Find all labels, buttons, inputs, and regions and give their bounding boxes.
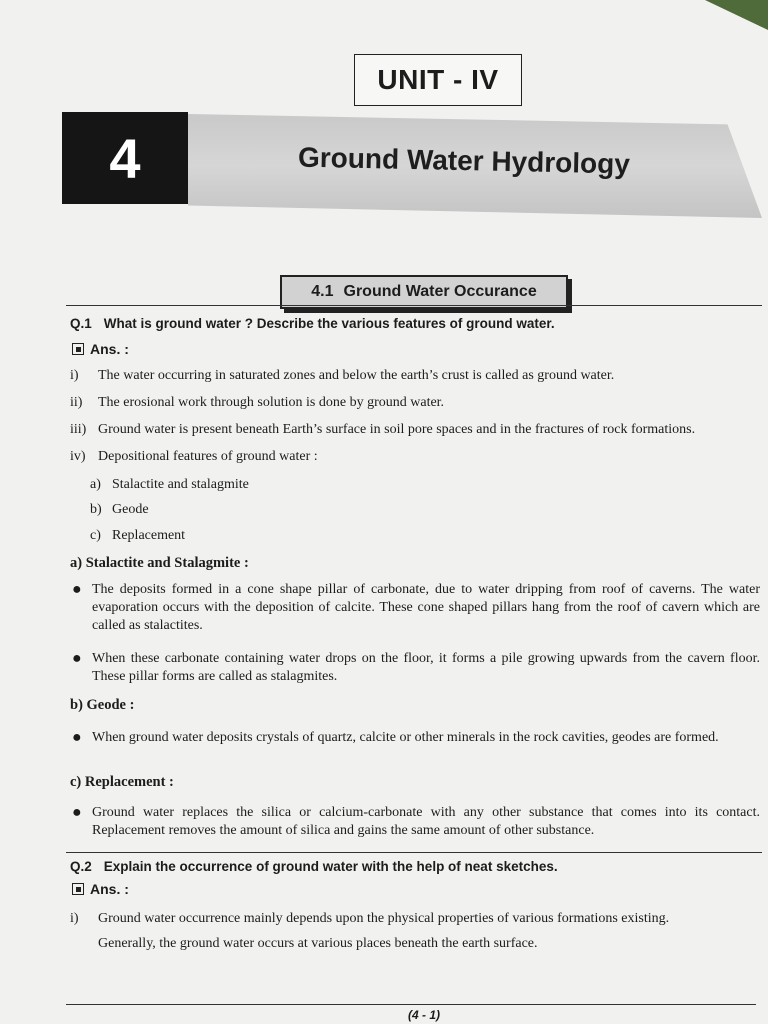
bullet-item [72,804,760,840]
section-rule [66,305,762,306]
sub-list-text: Geode [112,502,149,517]
bullet-item [72,581,760,635]
list-text: The erosional work through solution is done by ground water. [98,395,445,410]
sub-list-item [90,476,249,494]
sub-list-item [90,501,149,519]
sub-list-text: Stalactite and stalagmite [112,477,249,492]
page-number: (4 - 1) [408,1008,441,1022]
list-item [70,367,614,385]
list-item [70,394,444,412]
subheading-stalactite: a) Stalactite and Stalagmite : [70,555,249,571]
bullet-item [72,650,760,686]
bullet-dot-icon: ● [72,804,82,821]
list-text: The water occurring in saturated zones and below the earth’s crust is called as ground water. [98,368,615,383]
list-item [70,448,318,466]
question-1-number: Q.1 [70,316,92,331]
question-2-text: Explain the occurrence of ground water with the help of neat sketches. [103,859,558,874]
sub-list-marker: b) [90,502,102,517]
bullet-text: When ground water deposits crystals of quartz, calcite or other minerals in the rock cavities, geodes are formed. [92,730,719,745]
answer-1-label-text: Ans. : [90,341,129,357]
sub-list-marker: a) [90,477,101,492]
list-marker: i) [70,368,79,383]
list-marker: iv) [70,449,86,464]
list-continuation: Generally, the ground water occurs at various places beneath the earth surface. [98,936,538,951]
footer-rule [66,1004,756,1005]
question-2-number: Q.2 [70,859,92,874]
list-item [70,910,669,928]
list-item [70,421,695,439]
answer-marker-icon [72,343,84,355]
list-text: Depositional features of ground water : [98,449,318,464]
sub-list-item [90,527,185,545]
bullet-dot-icon: ● [72,581,82,598]
sub-list-text: Replacement [112,528,186,543]
section-heading [280,275,568,309]
answer-1-label [72,341,129,357]
bullet-text: The deposits formed in a cone shape pillar of carbonate, due to water dripping from roof of caverns. The water evaporation occurs with the deposition of calcite. These cone shaped pillars hang from the roof of cavern which are called as stalactites. [92,582,760,633]
answer-marker-icon [72,883,84,895]
answer-2-label [72,881,129,897]
subheading-replacement: c) Replacement : [70,774,174,790]
bullet-text: Ground water replaces the silica or calcium-carbonate with any other substance that comes into its contact. Replacement removes the amount of silica and gains the same amount of other substance. [92,805,760,838]
chapter-number: 4 [62,112,188,204]
question-1 [70,316,555,331]
list-marker: i) [70,911,79,926]
question-1-text: What is ground water ? Describe the various features of ground water. [103,316,555,331]
bullet-item [72,729,760,747]
list-marker: iii) [70,422,87,437]
bullet-dot-icon: ● [72,729,82,746]
list-marker: ii) [70,395,83,410]
question-divider [66,852,762,853]
sub-list-marker: c) [90,528,101,543]
bullet-dot-icon: ● [72,650,82,667]
chapter-title: Ground Water Hydrology [297,141,631,180]
subheading-geode: b) Geode : [70,697,135,713]
bullet-text: When these carbonate containing water drops on the floor, it forms a pile growing upwards from the cavern floor. These pillar forms are called as stalagmites. [92,651,760,684]
section-title: Ground Water Occurance [343,283,537,300]
answer-2-label-text: Ans. : [90,881,129,897]
unit-heading: UNIT - IV [354,54,522,106]
page-corner-shadow [678,0,768,30]
list-text: Ground water is present beneath Earth’s surface in soil pore spaces and in the fractures of rock formations. [98,422,696,437]
section-number: 4.1 [311,283,334,300]
chapter-banner [62,112,762,230]
list-text: Ground water occurrence mainly depends upon the physical properties of various formations existing. [98,911,670,926]
question-2 [70,859,558,874]
